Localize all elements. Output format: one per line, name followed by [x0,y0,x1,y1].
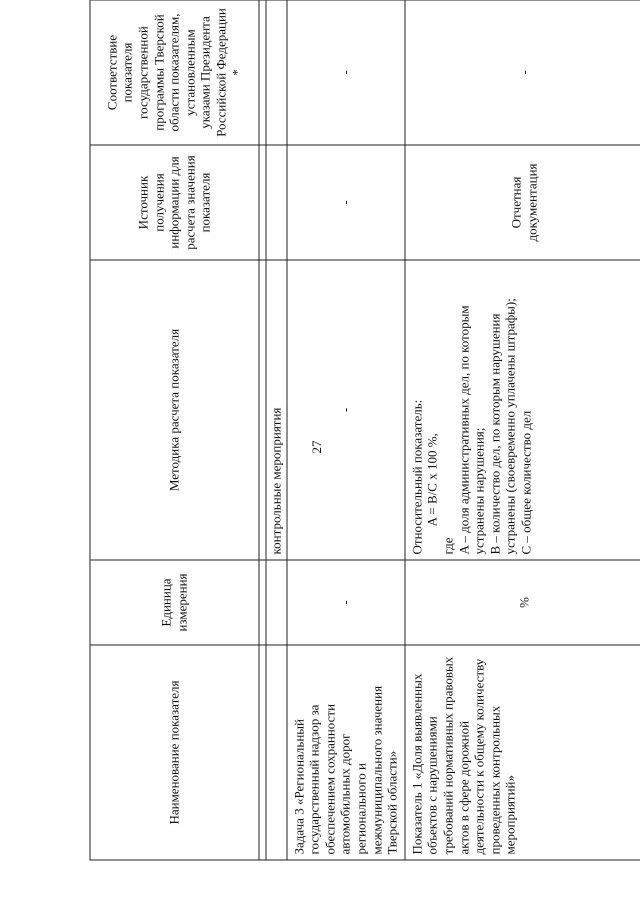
task-name: Задача 3 «Региональный государственный надзор за обеспечением сохранности автомобильных дорог регионального и межмуниципального значения Тверской области» [287,645,405,860]
task-source: - [287,145,405,260]
rotated-table-container [90,1,640,861]
table-row [287,0,405,860]
indicator-unit: % [405,560,640,645]
spacer-row [259,0,266,860]
task-compliance: - [287,0,405,145]
indicator-name: Показатель 1 «Доля выявленных объектов с нарушениями требований нормативных правовых актов в сфере дорожной деятельности к общему количеству проведенных контрольных мероприятий» [405,645,640,860]
method-line: Относительный показатель: [409,399,425,555]
table-row [405,0,640,860]
method-line: B – количество дел, по которым нарушения устранены (своевременно уплачены штрафы); [487,298,518,555]
task-method: - [287,260,405,560]
header-method: Методика расчета показателя [90,260,259,560]
method-line: где [440,537,456,555]
page-number: 27 [309,440,324,454]
indicator-source: Отчетная документация [405,145,640,260]
header-compliance: Соответствие показателя государственной программы Тверской области показателям, установленным указами Президента Российской Федерации * [90,0,259,145]
indicator-method [405,260,640,560]
header-unit: Единица измерения [90,560,259,645]
header-name: Наименование показателя [90,645,259,860]
indicator-compliance: - [405,0,640,145]
indicators-table [90,0,640,861]
method-formula: A = B/C x 100 %, [424,433,440,527]
header-source: Источник получения информации для расчета значения показателя [90,145,259,260]
section-row [266,0,287,860]
method-line: C – общее количество дел [518,410,534,555]
table-header-row [90,0,259,860]
section-label: контрольные мероприятия [266,260,287,560]
task-unit: - [287,560,405,645]
method-line: A – доля административных дел, по которым устранены нарушения; [456,305,487,555]
